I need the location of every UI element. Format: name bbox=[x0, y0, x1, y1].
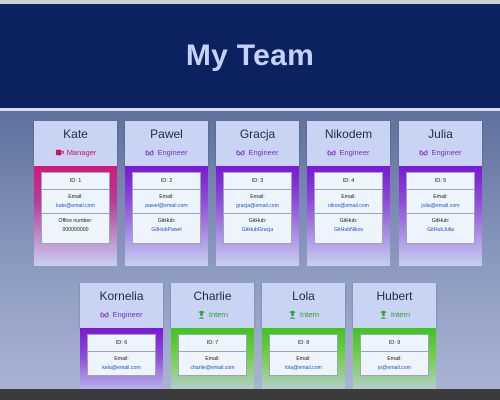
glasses-icon bbox=[419, 148, 428, 157]
card-header bbox=[80, 283, 163, 328]
role-label: Intern bbox=[208, 310, 229, 319]
id-field: ID: 8 bbox=[269, 334, 338, 352]
id-field: ID: 9 bbox=[360, 334, 429, 352]
email-label: Email: bbox=[250, 194, 265, 200]
email-field bbox=[41, 190, 110, 214]
email-label: Email: bbox=[296, 356, 311, 362]
github-link[interactable]: GitHubJulia bbox=[427, 227, 454, 233]
role-label: Manager bbox=[66, 148, 97, 157]
glasses-icon bbox=[100, 310, 109, 319]
id-field: ID: 2 bbox=[132, 172, 201, 190]
id-field: ID: 1 bbox=[41, 172, 110, 190]
card-body bbox=[125, 166, 208, 266]
office-field bbox=[41, 214, 110, 244]
card-header bbox=[216, 121, 299, 166]
page-title: My Team bbox=[185, 39, 315, 72]
email-field bbox=[132, 190, 201, 214]
bottom-bar bbox=[0, 389, 500, 400]
email-field bbox=[406, 190, 475, 214]
role-label: Engineer bbox=[431, 148, 462, 157]
email-label: Email: bbox=[205, 356, 220, 362]
glasses-icon bbox=[145, 148, 154, 157]
github-field bbox=[223, 214, 292, 244]
role-label: Intern bbox=[299, 310, 320, 319]
page-header bbox=[0, 4, 500, 108]
employee-name: Julia bbox=[428, 127, 453, 141]
email-label: Email: bbox=[433, 194, 448, 200]
email-link[interactable]: lola@email.com bbox=[285, 365, 322, 371]
employee-role bbox=[80, 310, 163, 319]
email-field bbox=[314, 190, 383, 214]
github-label: GitHub: bbox=[248, 218, 267, 224]
employee-card bbox=[399, 121, 482, 266]
github-link[interactable]: GitHubPawel bbox=[151, 227, 182, 233]
glasses-icon bbox=[327, 148, 336, 157]
employee-card bbox=[171, 283, 254, 399]
github-field bbox=[314, 214, 383, 244]
email-field bbox=[178, 352, 247, 376]
employee-name: Lola bbox=[292, 289, 315, 303]
email-link[interactable]: kela@email.com bbox=[102, 365, 141, 371]
user-graduate-icon bbox=[288, 310, 297, 319]
office-value: 000000000 bbox=[62, 227, 89, 233]
employee-name: Pawel bbox=[150, 127, 183, 141]
employee-name: Kornelia bbox=[99, 289, 144, 303]
email-link[interactable]: gracja@email.com bbox=[235, 203, 280, 209]
id-field: ID: 3 bbox=[223, 172, 292, 190]
email-label: Email: bbox=[114, 356, 129, 362]
card-header bbox=[399, 121, 482, 166]
email-field bbox=[360, 352, 429, 376]
email-link[interactable]: charlie@email.com bbox=[190, 365, 235, 371]
employee-name: Kate bbox=[63, 127, 88, 141]
employee-name: Charlie bbox=[193, 289, 232, 303]
employee-card bbox=[353, 283, 436, 399]
user-graduate-icon bbox=[379, 310, 388, 319]
id-field: ID: 7 bbox=[178, 334, 247, 352]
github-link[interactable]: GitHubNikos bbox=[333, 227, 364, 233]
card-header bbox=[171, 283, 254, 328]
card-header bbox=[262, 283, 345, 328]
email-link[interactable]: nikos@email.com bbox=[327, 203, 369, 209]
role-label: Engineer bbox=[157, 148, 188, 157]
employee-card bbox=[125, 121, 208, 266]
email-link[interactable]: jo@email.com bbox=[378, 365, 411, 371]
employee-card bbox=[216, 121, 299, 266]
employee-name: Gracja bbox=[239, 127, 276, 141]
role-label: Intern bbox=[390, 310, 411, 319]
email-link[interactable]: pawel@email.com bbox=[145, 203, 188, 209]
card-header bbox=[34, 121, 117, 166]
email-field bbox=[87, 352, 156, 376]
card-header bbox=[307, 121, 390, 166]
github-label: GitHub: bbox=[431, 218, 450, 224]
employee-role bbox=[216, 148, 299, 157]
team-grid bbox=[0, 111, 500, 389]
role-label: Engineer bbox=[339, 148, 370, 157]
email-label: Email: bbox=[159, 194, 174, 200]
card-header bbox=[125, 121, 208, 166]
employee-name: Hubert bbox=[376, 289, 413, 303]
github-field bbox=[406, 214, 475, 244]
id-field: ID: 4 bbox=[314, 172, 383, 190]
employee-role bbox=[171, 310, 254, 319]
github-field bbox=[132, 214, 201, 244]
card-body bbox=[216, 166, 299, 266]
email-label: Email: bbox=[341, 194, 356, 200]
role-label: Engineer bbox=[248, 148, 279, 157]
employee-card bbox=[262, 283, 345, 399]
github-label: GitHub: bbox=[157, 218, 176, 224]
card-header bbox=[353, 283, 436, 328]
employee-name: Nikodem bbox=[324, 127, 373, 141]
card-body bbox=[307, 166, 390, 266]
employee-card bbox=[80, 283, 163, 399]
email-link[interactable]: kate@email.com bbox=[56, 203, 95, 209]
email-label: Email: bbox=[387, 356, 402, 362]
employee-card bbox=[34, 121, 117, 266]
office-label: Office number: bbox=[58, 218, 93, 224]
email-field bbox=[269, 352, 338, 376]
employee-role bbox=[262, 310, 345, 319]
employee-role bbox=[353, 310, 436, 319]
github-link[interactable]: GitHubGracja bbox=[241, 227, 274, 233]
email-field bbox=[223, 190, 292, 214]
employee-role bbox=[125, 148, 208, 157]
role-label: Engineer bbox=[112, 310, 143, 319]
email-link[interactable]: julia@email.com bbox=[421, 203, 460, 209]
email-label: Email: bbox=[68, 194, 83, 200]
user-graduate-icon bbox=[197, 310, 206, 319]
glasses-icon bbox=[236, 148, 245, 157]
employee-card bbox=[307, 121, 390, 266]
mug-icon bbox=[55, 148, 64, 157]
employee-role bbox=[399, 148, 482, 157]
employee-role bbox=[307, 148, 390, 157]
github-label: GitHub: bbox=[339, 218, 358, 224]
id-field: ID: 6 bbox=[87, 334, 156, 352]
employee-role bbox=[34, 148, 117, 157]
card-body bbox=[34, 166, 117, 266]
card-body bbox=[399, 166, 482, 266]
id-field: ID: 5 bbox=[406, 172, 475, 190]
